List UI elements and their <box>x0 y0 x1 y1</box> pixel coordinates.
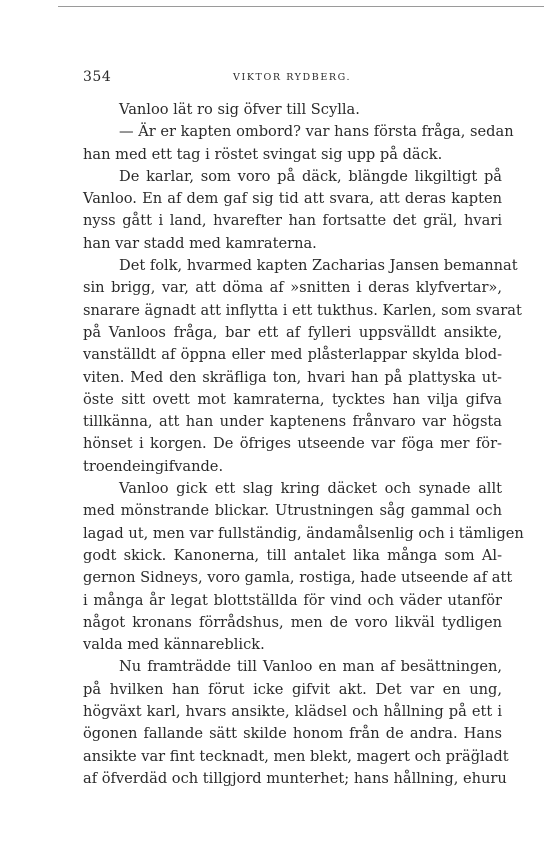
text-line: Vanloo gick ett slag kring däcket och synade allt <box>119 480 502 498</box>
text-line: hönset i korgen. De öfriges utseende var föga mer för- <box>83 435 502 453</box>
text-line: Nu framträdde till Vanloo en man af besättningen, <box>119 658 502 676</box>
text-line: valda med kännareblick. <box>83 636 265 654</box>
text-line: De karlar, som voro på däck, blängde likgiltigt på <box>119 167 502 185</box>
text-line: i många år legat blottställda för vind och väder utanför <box>83 591 502 609</box>
text-line: ansikte var fint tecknadt, men blekt, magert och präg̈ladt <box>83 747 509 765</box>
running-title: VIKTOR RYDBERG. <box>233 72 352 83</box>
text-line: han med ett tag i röstet svingat sig upp på däck. <box>83 145 443 163</box>
text-line: något kronans förrådshus, men de voro likväl tydligen <box>83 613 502 631</box>
text-line: gernon Sidneys, voro gamla, rostiga, hade utseende af att <box>83 569 513 587</box>
text-line: Vanloo lät ro sig öfver till Scylla. <box>119 101 360 118</box>
body-text <box>83 99 524 790</box>
text-line: öste sitt ovett mot kamraterna, tycktes han vilja gifva <box>83 390 502 408</box>
text-line: godt skick. Kanonerna, till antalet lika många som Al- <box>83 546 502 564</box>
text-line: lagad ut, men var fullständig, ändamålsenlig och i tämligen <box>83 524 524 542</box>
text-line: af öfverdäd och tillgjord munterhet; hans hållning, ehuru <box>83 769 507 787</box>
text-line: viten. Med den skräfliga ton, hvari han på plattyska ut- <box>83 368 502 386</box>
text-line: med mönstrande blickar. Utrustningen såg gammal och <box>83 502 502 520</box>
text-line: han var stadd med kamraterna. <box>83 234 317 252</box>
text-line: ögonen fallande sätt skilde honom från de andra. Hans <box>83 725 502 743</box>
text-line: Det folk, hvarmed kapten Zacharias Jansen bemannat <box>119 257 518 275</box>
text-line: nyss gått i land, hvarefter han fortsatte det gräl, hvari <box>83 212 502 230</box>
text-line: högväxt karl, hvars ansikte, klädsel och hållning på ett i <box>83 703 502 721</box>
top-edge-rule <box>58 6 544 7</box>
text-line: snarare ägnadt att inflytta i ett tukthus. Karlen, som svarat <box>83 301 522 319</box>
page-number: 354 <box>83 69 112 85</box>
text-line: sin brigg, var, att döma af »snitten i deras klyfvertar», <box>83 279 502 297</box>
text-line: vanställdt af öppna eller med plåsterlappar skylda blod- <box>83 346 502 364</box>
text-line: på Vanloos fråga, bar ett af fylleri uppsvälldt ansikte, <box>83 323 502 341</box>
text-line: på hvilken han förut icke gifvit akt. Det var en ung, <box>83 680 502 698</box>
text-line: troendeingifvande. <box>83 457 224 475</box>
text-line: — Är er kapten ombord? var hans första fråga, sedan <box>119 123 514 141</box>
text-line: Vanloo. En af dem gaf sig tid att svara, att deras kapten <box>83 190 502 208</box>
text-line: tillkänna, att han under kaptenens frånvaro var högsta <box>83 413 502 431</box>
page-header <box>83 69 503 89</box>
